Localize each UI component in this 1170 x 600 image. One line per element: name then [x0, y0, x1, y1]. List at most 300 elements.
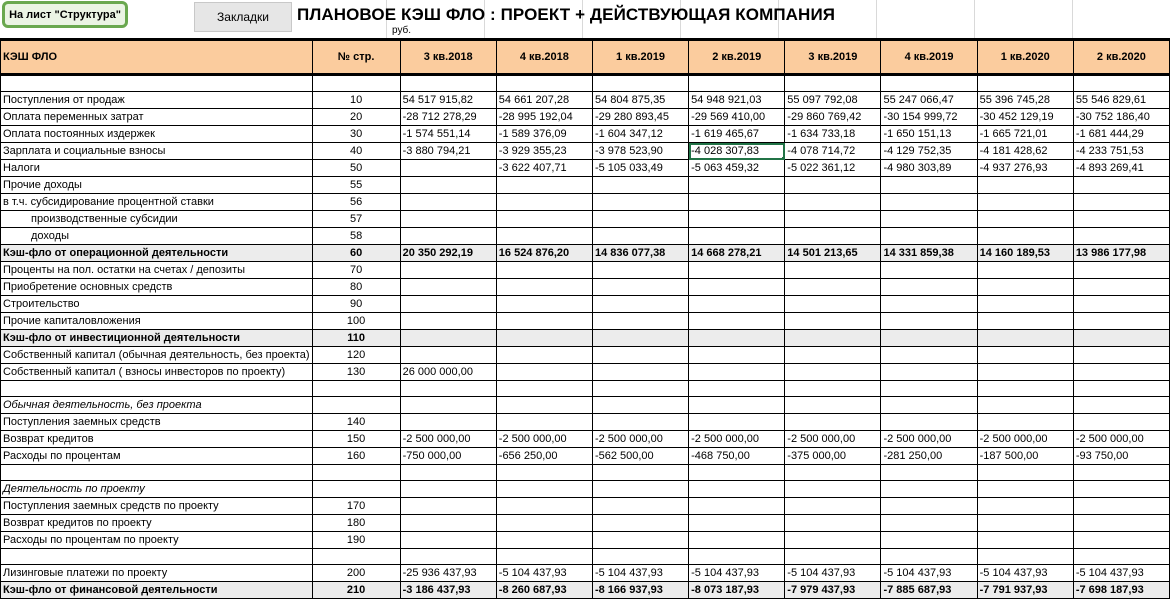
value-cell[interactable]	[400, 347, 496, 364]
line-number-cell[interactable]: 40	[312, 143, 400, 160]
row-label-cell[interactable]: Налоги	[1, 160, 313, 177]
value-cell[interactable]	[400, 194, 496, 211]
value-cell[interactable]	[496, 211, 592, 228]
value-cell[interactable]	[977, 262, 1073, 279]
value-cell[interactable]: 14 668 278,21	[689, 245, 785, 262]
value-cell[interactable]: 54 661 207,28	[496, 92, 592, 109]
value-cell[interactable]: -8 073 187,93	[689, 582, 785, 599]
line-number-cell[interactable]: 190	[312, 532, 400, 549]
line-number-cell[interactable]: 120	[312, 347, 400, 364]
value-cell[interactable]	[1073, 313, 1169, 330]
value-cell[interactable]: 14 331 859,38	[881, 245, 977, 262]
value-cell[interactable]: -4 129 752,35	[881, 143, 977, 160]
value-cell[interactable]: -1 604 347,12	[592, 126, 688, 143]
header-period-cell[interactable]: 4 кв.2019	[881, 40, 977, 75]
row-label-cell[interactable]: Зарплата и социальные взносы	[1, 143, 313, 160]
value-cell[interactable]: -375 000,00	[785, 448, 881, 465]
line-number-cell[interactable]: 80	[312, 279, 400, 296]
value-cell[interactable]	[881, 262, 977, 279]
value-cell[interactable]: -5 104 437,93	[881, 565, 977, 582]
value-cell[interactable]: 55 546 829,61	[1073, 92, 1169, 109]
value-cell[interactable]: -8 166 937,93	[592, 582, 688, 599]
value-cell[interactable]: -187 500,00	[977, 448, 1073, 465]
value-cell[interactable]	[592, 481, 688, 498]
value-cell[interactable]	[785, 414, 881, 431]
value-cell[interactable]: -3 978 523,90	[592, 143, 688, 160]
value-cell[interactable]	[977, 313, 1073, 330]
value-cell[interactable]	[977, 177, 1073, 194]
value-cell[interactable]	[496, 296, 592, 313]
header-period-cell[interactable]: 1 кв.2020	[977, 40, 1073, 75]
header-period-cell[interactable]: 1 кв.2019	[592, 40, 688, 75]
value-cell[interactable]	[400, 465, 496, 481]
value-cell[interactable]	[689, 194, 785, 211]
value-cell[interactable]: -4 937 276,93	[977, 160, 1073, 177]
row-label-cell[interactable]: Проценты на пол. остатки на счетах / депозиты	[1, 262, 313, 279]
value-cell[interactable]	[689, 532, 785, 549]
value-cell[interactable]	[977, 549, 1073, 565]
value-cell[interactable]	[881, 532, 977, 549]
value-cell[interactable]: -750 000,00	[400, 448, 496, 465]
value-cell[interactable]	[881, 465, 977, 481]
value-cell[interactable]	[496, 364, 592, 381]
value-cell[interactable]	[400, 515, 496, 532]
value-cell[interactable]	[400, 262, 496, 279]
value-cell[interactable]	[977, 330, 1073, 347]
value-cell[interactable]	[689, 414, 785, 431]
line-number-cell[interactable]: 58	[312, 228, 400, 245]
row-label-cell[interactable]: Оплата постоянных издержек	[1, 126, 313, 143]
value-cell[interactable]	[785, 313, 881, 330]
value-cell[interactable]: -1 589 376,09	[496, 126, 592, 143]
line-number-cell[interactable]	[312, 381, 400, 397]
go-to-structure-sheet-button[interactable]: На лист "Структура"	[2, 1, 128, 28]
value-cell[interactable]: 14 160 189,53	[977, 245, 1073, 262]
value-cell[interactable]	[881, 381, 977, 397]
value-cell[interactable]	[785, 296, 881, 313]
value-cell[interactable]	[881, 347, 977, 364]
value-cell[interactable]	[400, 549, 496, 565]
line-number-cell[interactable]: 210	[312, 582, 400, 599]
value-cell[interactable]: -2 500 000,00	[977, 431, 1073, 448]
row-label-cell[interactable]	[1, 465, 313, 481]
value-cell[interactable]	[977, 481, 1073, 498]
value-cell[interactable]: -5 063 459,32	[689, 160, 785, 177]
line-number-cell[interactable]: 170	[312, 498, 400, 515]
value-cell[interactable]: -2 500 000,00	[592, 431, 688, 448]
value-cell[interactable]: 54 948 921,03	[689, 92, 785, 109]
value-cell[interactable]	[689, 481, 785, 498]
value-cell[interactable]	[977, 296, 1073, 313]
value-cell[interactable]: 16 524 876,20	[496, 245, 592, 262]
value-cell[interactable]	[881, 177, 977, 194]
value-cell[interactable]	[400, 228, 496, 245]
value-cell[interactable]	[496, 414, 592, 431]
header-label-cell[interactable]: КЭШ ФЛО	[1, 40, 313, 75]
value-cell[interactable]	[977, 414, 1073, 431]
header-period-cell[interactable]: 4 кв.2018	[496, 40, 592, 75]
value-cell[interactable]	[1073, 228, 1169, 245]
row-label-cell[interactable]: Возврат кредитов по проекту	[1, 515, 313, 532]
row-label-cell[interactable]: Обычная деятельность, без проекта	[1, 397, 313, 414]
row-label-cell[interactable]	[1, 381, 313, 397]
line-number-cell[interactable]: 56	[312, 194, 400, 211]
value-cell[interactable]	[689, 262, 785, 279]
value-cell[interactable]	[496, 228, 592, 245]
value-cell[interactable]: -2 500 000,00	[1073, 431, 1169, 448]
value-cell[interactable]	[785, 177, 881, 194]
value-cell[interactable]: -3 880 794,21	[400, 143, 496, 160]
value-cell[interactable]	[400, 177, 496, 194]
value-cell[interactable]: -5 022 361,12	[785, 160, 881, 177]
value-cell[interactable]	[689, 330, 785, 347]
value-cell[interactable]: -93 750,00	[1073, 448, 1169, 465]
value-cell[interactable]	[785, 532, 881, 549]
value-cell[interactable]	[592, 465, 688, 481]
value-cell[interactable]	[496, 381, 592, 397]
row-label-cell[interactable]: Прочие капиталовложения	[1, 313, 313, 330]
value-cell[interactable]: 55 396 745,28	[977, 92, 1073, 109]
value-cell[interactable]	[592, 228, 688, 245]
value-cell[interactable]	[689, 498, 785, 515]
value-cell[interactable]	[400, 498, 496, 515]
line-number-cell[interactable]	[312, 549, 400, 565]
value-cell[interactable]: -28 995 192,04	[496, 109, 592, 126]
value-cell[interactable]: -1 665 721,01	[977, 126, 1073, 143]
value-cell[interactable]	[1073, 414, 1169, 431]
line-number-cell[interactable]: 180	[312, 515, 400, 532]
empty-cell[interactable]	[592, 75, 688, 92]
value-cell[interactable]	[592, 498, 688, 515]
value-cell[interactable]	[689, 347, 785, 364]
header-line-no-cell[interactable]: № стр.	[312, 40, 400, 75]
value-cell[interactable]: -30 752 186,40	[1073, 109, 1169, 126]
row-label-cell[interactable]: Поступления заемных средств	[1, 414, 313, 431]
line-number-cell[interactable]: 90	[312, 296, 400, 313]
value-cell[interactable]	[496, 347, 592, 364]
line-number-cell[interactable]: 200	[312, 565, 400, 582]
value-cell[interactable]: -1 681 444,29	[1073, 126, 1169, 143]
value-cell[interactable]: -5 104 437,93	[977, 565, 1073, 582]
value-cell[interactable]	[1073, 211, 1169, 228]
value-cell[interactable]	[689, 177, 785, 194]
value-cell[interactable]	[881, 397, 977, 414]
value-cell[interactable]	[785, 498, 881, 515]
value-cell[interactable]	[785, 228, 881, 245]
empty-cell[interactable]	[1073, 75, 1169, 92]
value-cell[interactable]	[1073, 262, 1169, 279]
value-cell[interactable]	[881, 313, 977, 330]
value-cell[interactable]	[496, 465, 592, 481]
value-cell[interactable]: -8 260 687,93	[496, 582, 592, 599]
value-cell[interactable]	[881, 194, 977, 211]
line-number-cell[interactable]: 130	[312, 364, 400, 381]
value-cell[interactable]	[1073, 279, 1169, 296]
value-cell[interactable]	[400, 481, 496, 498]
line-number-cell[interactable]: 150	[312, 431, 400, 448]
value-cell[interactable]: -29 569 410,00	[689, 109, 785, 126]
value-cell[interactable]: 20 350 292,19	[400, 245, 496, 262]
value-cell[interactable]: -30 154 999,72	[881, 109, 977, 126]
value-cell[interactable]	[496, 330, 592, 347]
value-cell[interactable]	[689, 515, 785, 532]
value-cell[interactable]: -281 250,00	[881, 448, 977, 465]
value-cell[interactable]	[977, 498, 1073, 515]
value-cell[interactable]: -5 105 033,49	[592, 160, 688, 177]
row-label-cell[interactable]: производственные субсидии	[1, 211, 313, 228]
value-cell[interactable]	[881, 549, 977, 565]
value-cell[interactable]	[592, 532, 688, 549]
row-label-cell[interactable]: в т.ч. субсидирование процентной ставки	[1, 194, 313, 211]
value-cell[interactable]: -1 574 551,14	[400, 126, 496, 143]
empty-cell[interactable]	[881, 75, 977, 92]
value-cell[interactable]	[977, 211, 1073, 228]
value-cell[interactable]	[1073, 397, 1169, 414]
value-cell[interactable]	[689, 313, 785, 330]
value-cell[interactable]	[496, 549, 592, 565]
value-cell[interactable]	[785, 549, 881, 565]
value-cell[interactable]: 14 501 213,65	[785, 245, 881, 262]
line-number-cell[interactable]: 60	[312, 245, 400, 262]
value-cell[interactable]	[400, 414, 496, 431]
value-cell[interactable]: -2 500 000,00	[689, 431, 785, 448]
value-cell[interactable]	[977, 194, 1073, 211]
value-cell[interactable]: -468 750,00	[689, 448, 785, 465]
row-label-cell[interactable]: Кэш-фло от финансовой деятельности	[1, 582, 313, 599]
line-number-cell[interactable]	[312, 465, 400, 481]
line-number-cell[interactable]: 30	[312, 126, 400, 143]
value-cell[interactable]: -2 500 000,00	[881, 431, 977, 448]
value-cell[interactable]	[689, 381, 785, 397]
value-cell[interactable]	[785, 330, 881, 347]
value-cell[interactable]	[592, 330, 688, 347]
value-cell[interactable]	[977, 465, 1073, 481]
header-period-cell[interactable]: 3 кв.2019	[785, 40, 881, 75]
selected-value-cell[interactable]: -4 028 307,83	[689, 143, 785, 160]
value-cell[interactable]	[689, 465, 785, 481]
row-label-cell[interactable]: Собственный капитал ( взносы инвесторов по проекту)	[1, 364, 313, 381]
value-cell[interactable]	[592, 397, 688, 414]
row-label-cell[interactable]: Поступления заемных средств по проекту	[1, 498, 313, 515]
row-label-cell[interactable]: Приобретение основных средств	[1, 279, 313, 296]
value-cell[interactable]	[689, 296, 785, 313]
value-cell[interactable]: -4 233 751,53	[1073, 143, 1169, 160]
value-cell[interactable]	[881, 481, 977, 498]
value-cell[interactable]	[400, 296, 496, 313]
value-cell[interactable]	[592, 381, 688, 397]
value-cell[interactable]: -2 500 000,00	[785, 431, 881, 448]
line-number-cell[interactable]: 10	[312, 92, 400, 109]
line-number-cell[interactable]: 100	[312, 313, 400, 330]
line-number-cell[interactable]: 50	[312, 160, 400, 177]
value-cell[interactable]	[785, 515, 881, 532]
value-cell[interactable]	[689, 211, 785, 228]
value-cell[interactable]: -4 980 303,89	[881, 160, 977, 177]
value-cell[interactable]	[400, 279, 496, 296]
row-label-cell[interactable]: Кэш-фло от инвестиционной деятельности	[1, 330, 313, 347]
value-cell[interactable]	[496, 262, 592, 279]
value-cell[interactable]	[496, 397, 592, 414]
value-cell[interactable]	[977, 381, 1073, 397]
value-cell[interactable]	[496, 498, 592, 515]
value-cell[interactable]	[785, 381, 881, 397]
header-period-cell[interactable]: 2 кв.2020	[1073, 40, 1169, 75]
value-cell[interactable]	[1073, 481, 1169, 498]
value-cell[interactable]	[689, 397, 785, 414]
row-label-cell[interactable]: Прочие доходы	[1, 177, 313, 194]
value-cell[interactable]	[1073, 532, 1169, 549]
value-cell[interactable]	[977, 347, 1073, 364]
value-cell[interactable]: -7 885 687,93	[881, 582, 977, 599]
value-cell[interactable]	[785, 279, 881, 296]
value-cell[interactable]	[785, 347, 881, 364]
value-cell[interactable]	[400, 330, 496, 347]
row-label-cell[interactable]: Собственный капитал (обычная деятельность, без проекта)	[1, 347, 313, 364]
row-label-cell[interactable]: Возврат кредитов	[1, 431, 313, 448]
value-cell[interactable]: -25 936 437,93	[400, 565, 496, 582]
value-cell[interactable]	[592, 194, 688, 211]
value-cell[interactable]: 54 517 915,82	[400, 92, 496, 109]
value-cell[interactable]	[1073, 347, 1169, 364]
value-cell[interactable]: 13 986 177,98	[1073, 245, 1169, 262]
value-cell[interactable]	[496, 177, 592, 194]
value-cell[interactable]	[1073, 296, 1169, 313]
value-cell[interactable]	[1073, 194, 1169, 211]
value-cell[interactable]: -5 104 437,93	[1073, 565, 1169, 582]
value-cell[interactable]	[1073, 465, 1169, 481]
value-cell[interactable]: -3 929 355,23	[496, 143, 592, 160]
line-number-cell[interactable]: 57	[312, 211, 400, 228]
value-cell[interactable]	[400, 313, 496, 330]
row-label-cell[interactable]: Расходы по процентам	[1, 448, 313, 465]
value-cell[interactable]	[977, 279, 1073, 296]
value-cell[interactable]	[1073, 330, 1169, 347]
value-cell[interactable]	[881, 279, 977, 296]
value-cell[interactable]	[881, 296, 977, 313]
value-cell[interactable]: -1 634 733,18	[785, 126, 881, 143]
line-number-cell[interactable]	[312, 481, 400, 498]
value-cell[interactable]	[400, 160, 496, 177]
value-cell[interactable]	[689, 228, 785, 245]
value-cell[interactable]: -4 181 428,62	[977, 143, 1073, 160]
value-cell[interactable]	[689, 279, 785, 296]
value-cell[interactable]: -7 791 937,93	[977, 582, 1073, 599]
value-cell[interactable]	[592, 279, 688, 296]
value-cell[interactable]: 26 000 000,00	[400, 364, 496, 381]
value-cell[interactable]: -562 500,00	[592, 448, 688, 465]
value-cell[interactable]: -5 104 437,93	[592, 565, 688, 582]
value-cell[interactable]	[1073, 515, 1169, 532]
value-cell[interactable]: 54 804 875,35	[592, 92, 688, 109]
value-cell[interactable]	[1073, 498, 1169, 515]
value-cell[interactable]	[400, 532, 496, 549]
value-cell[interactable]	[881, 211, 977, 228]
value-cell[interactable]	[496, 313, 592, 330]
value-cell[interactable]	[785, 364, 881, 381]
value-cell[interactable]: -1 650 151,13	[881, 126, 977, 143]
row-label-cell[interactable]: доходы	[1, 228, 313, 245]
value-cell[interactable]	[400, 381, 496, 397]
empty-cell[interactable]	[689, 75, 785, 92]
empty-cell[interactable]	[977, 75, 1073, 92]
value-cell[interactable]: -5 104 437,93	[496, 565, 592, 582]
value-cell[interactable]	[785, 194, 881, 211]
line-number-cell[interactable]: 140	[312, 414, 400, 431]
value-cell[interactable]	[785, 465, 881, 481]
value-cell[interactable]	[785, 262, 881, 279]
value-cell[interactable]: -4 078 714,72	[785, 143, 881, 160]
row-label-cell[interactable]: Оплата переменных затрат	[1, 109, 313, 126]
value-cell[interactable]	[881, 414, 977, 431]
value-cell[interactable]: -30 452 129,19	[977, 109, 1073, 126]
value-cell[interactable]	[592, 414, 688, 431]
value-cell[interactable]	[592, 515, 688, 532]
value-cell[interactable]	[496, 279, 592, 296]
value-cell[interactable]	[977, 228, 1073, 245]
empty-cell[interactable]	[785, 75, 881, 92]
value-cell[interactable]	[881, 498, 977, 515]
value-cell[interactable]: -4 893 269,41	[1073, 160, 1169, 177]
value-cell[interactable]: -29 860 769,42	[785, 109, 881, 126]
value-cell[interactable]	[496, 194, 592, 211]
value-cell[interactable]	[785, 397, 881, 414]
value-cell[interactable]	[400, 211, 496, 228]
value-cell[interactable]	[592, 296, 688, 313]
value-cell[interactable]	[592, 364, 688, 381]
value-cell[interactable]	[881, 228, 977, 245]
value-cell[interactable]	[400, 397, 496, 414]
value-cell[interactable]	[977, 532, 1073, 549]
value-cell[interactable]	[496, 532, 592, 549]
value-cell[interactable]: -2 500 000,00	[400, 431, 496, 448]
value-cell[interactable]: 14 836 077,38	[592, 245, 688, 262]
value-cell[interactable]	[1073, 177, 1169, 194]
value-cell[interactable]	[1073, 549, 1169, 565]
value-cell[interactable]	[881, 330, 977, 347]
value-cell[interactable]: -3 622 407,71	[496, 160, 592, 177]
row-label-cell[interactable]: Поступления от продаж	[1, 92, 313, 109]
value-cell[interactable]: 55 247 066,47	[881, 92, 977, 109]
value-cell[interactable]: -656 250,00	[496, 448, 592, 465]
line-number-cell[interactable]: 20	[312, 109, 400, 126]
value-cell[interactable]	[592, 211, 688, 228]
line-number-cell[interactable]	[312, 397, 400, 414]
value-cell[interactable]	[977, 364, 1073, 381]
value-cell[interactable]	[977, 397, 1073, 414]
value-cell[interactable]	[785, 481, 881, 498]
value-cell[interactable]: -3 186 437,93	[400, 582, 496, 599]
line-number-cell[interactable]: 110	[312, 330, 400, 347]
value-cell[interactable]	[1073, 381, 1169, 397]
value-cell[interactable]	[785, 211, 881, 228]
row-label-cell[interactable]: Строительство	[1, 296, 313, 313]
value-cell[interactable]	[592, 177, 688, 194]
row-label-cell[interactable]	[1, 549, 313, 565]
value-cell[interactable]: -5 104 437,93	[689, 565, 785, 582]
line-number-cell[interactable]: 160	[312, 448, 400, 465]
empty-cell[interactable]	[312, 75, 400, 92]
value-cell[interactable]	[496, 481, 592, 498]
value-cell[interactable]	[496, 515, 592, 532]
value-cell[interactable]	[881, 364, 977, 381]
bookmarks-button[interactable]: Закладки	[194, 2, 292, 32]
row-label-cell[interactable]: Кэш-фло от операционной деятельности	[1, 245, 313, 262]
value-cell[interactable]	[592, 262, 688, 279]
row-label-cell[interactable]: Лизинговые платежи по проекту	[1, 565, 313, 582]
value-cell[interactable]: -5 104 437,93	[785, 565, 881, 582]
value-cell[interactable]: -28 712 278,29	[400, 109, 496, 126]
row-label-cell[interactable]: Расходы по процентам по проекту	[1, 532, 313, 549]
